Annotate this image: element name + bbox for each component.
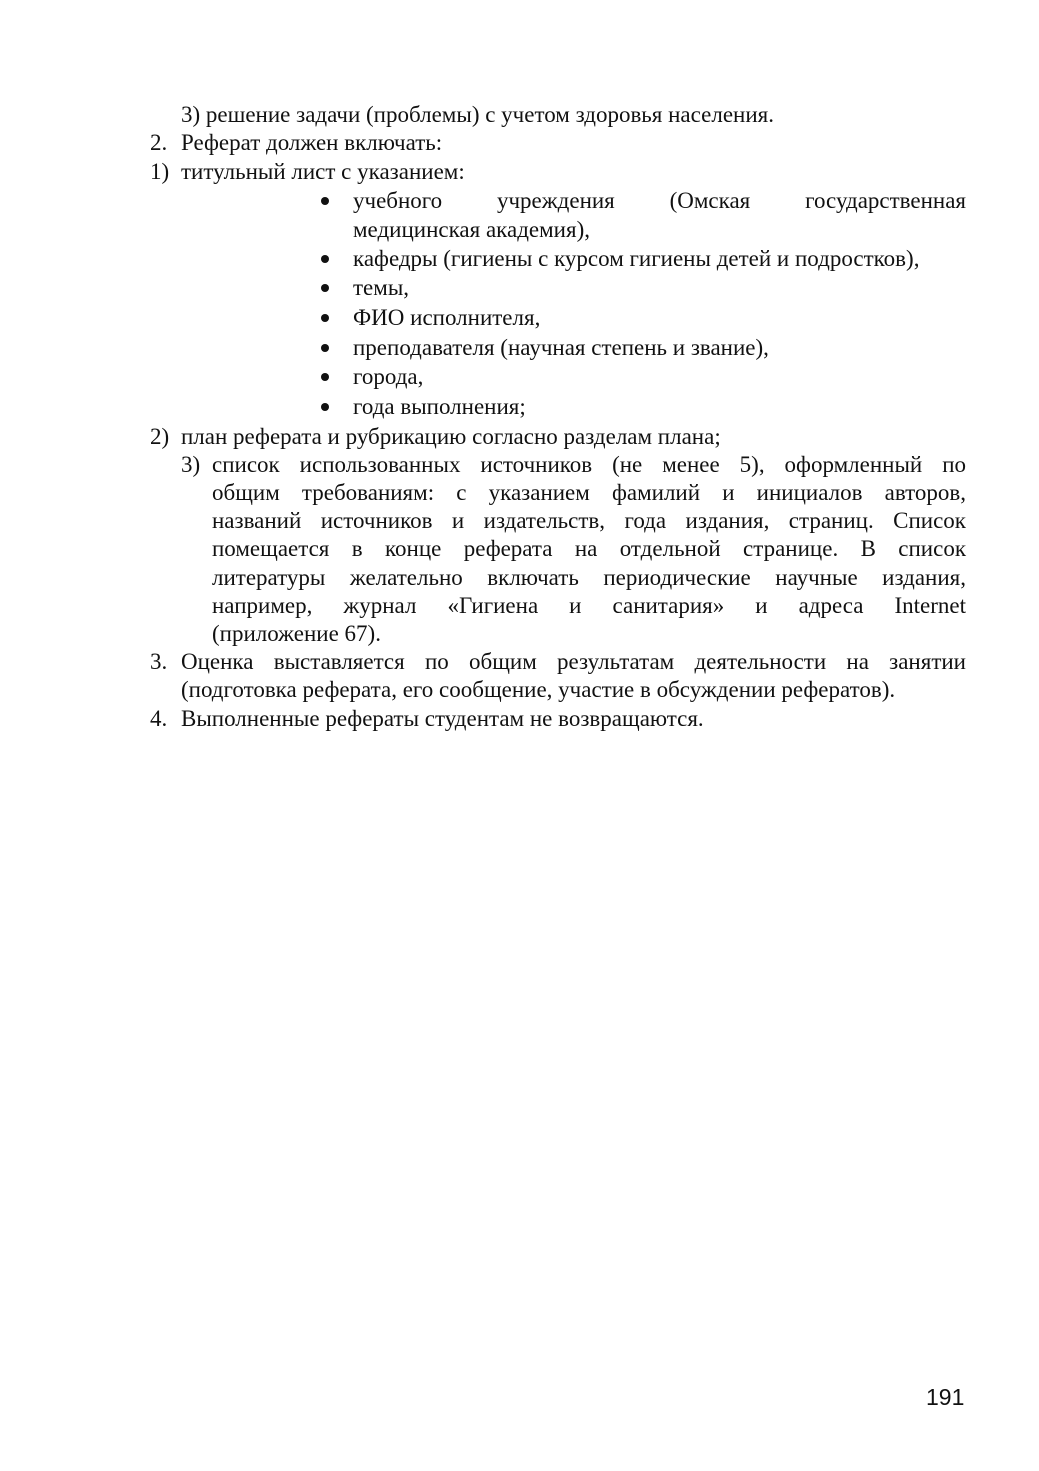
list-number: 3) xyxy=(181,452,201,477)
text-line: преподавателя (научная степень и звание), xyxy=(353,335,769,360)
text-line: медицинская академия), xyxy=(353,217,590,242)
text-line: учебного учреждения (Омская государственная xyxy=(353,188,966,213)
bullet-icon xyxy=(321,255,329,263)
text-line: титульный лист с указанием: xyxy=(181,159,465,184)
text-line: список использованных источников (не менее 5), оформленный по xyxy=(212,452,966,477)
text-line: (приложение 67). xyxy=(212,621,381,646)
bullet-icon xyxy=(321,403,329,411)
text-line: (подготовка реферата, его сообщение, участие в обсуждении рефератов). xyxy=(181,677,896,702)
text-line: Выполненные рефераты студентам не возвращаются. xyxy=(181,706,704,731)
text-line: названий источников и издательств, года издания, страниц. Список xyxy=(212,508,966,533)
text-line: Реферат должен включать: xyxy=(181,130,443,155)
bullet-icon xyxy=(321,373,329,381)
text-line: ФИО исполнителя, xyxy=(353,305,541,330)
bullet-icon xyxy=(321,314,329,322)
list-number: 1) xyxy=(150,159,170,184)
text-line: план реферата и рубрикацию согласно разделам плана; xyxy=(181,424,721,449)
text-line: помещается в конце реферата на отдельной странице. В список xyxy=(212,536,966,561)
text-line: общим требованиям: с указанием фамилий и инициалов авторов, xyxy=(212,480,966,505)
text-line: Оценка выставляется по общим результатам деятельности на занятии xyxy=(181,649,966,674)
list-number: 2. xyxy=(150,130,168,155)
text-line: кафедры (гигиены с курсом гигиены детей и подростков), xyxy=(353,246,920,271)
bullet-icon xyxy=(321,344,329,352)
bullet-icon xyxy=(321,284,329,292)
text-line: города, xyxy=(353,364,424,389)
text-line: года выполнения; xyxy=(353,394,526,419)
bullet-icon xyxy=(321,197,329,205)
text-line: 3) решение задачи (проблемы) с учетом здоровья населения. xyxy=(181,102,774,127)
list-number: 2) xyxy=(150,424,170,449)
list-number: 3. xyxy=(150,649,168,674)
page-number: 191 xyxy=(926,1384,965,1410)
text-line: темы, xyxy=(353,275,410,300)
text-line: литературы желательно включать периодические научные издания, xyxy=(212,565,966,590)
list-number: 4. xyxy=(150,706,168,731)
text-line: например, журнал «Гигиена и санитария» и адреса Internet xyxy=(212,593,966,618)
